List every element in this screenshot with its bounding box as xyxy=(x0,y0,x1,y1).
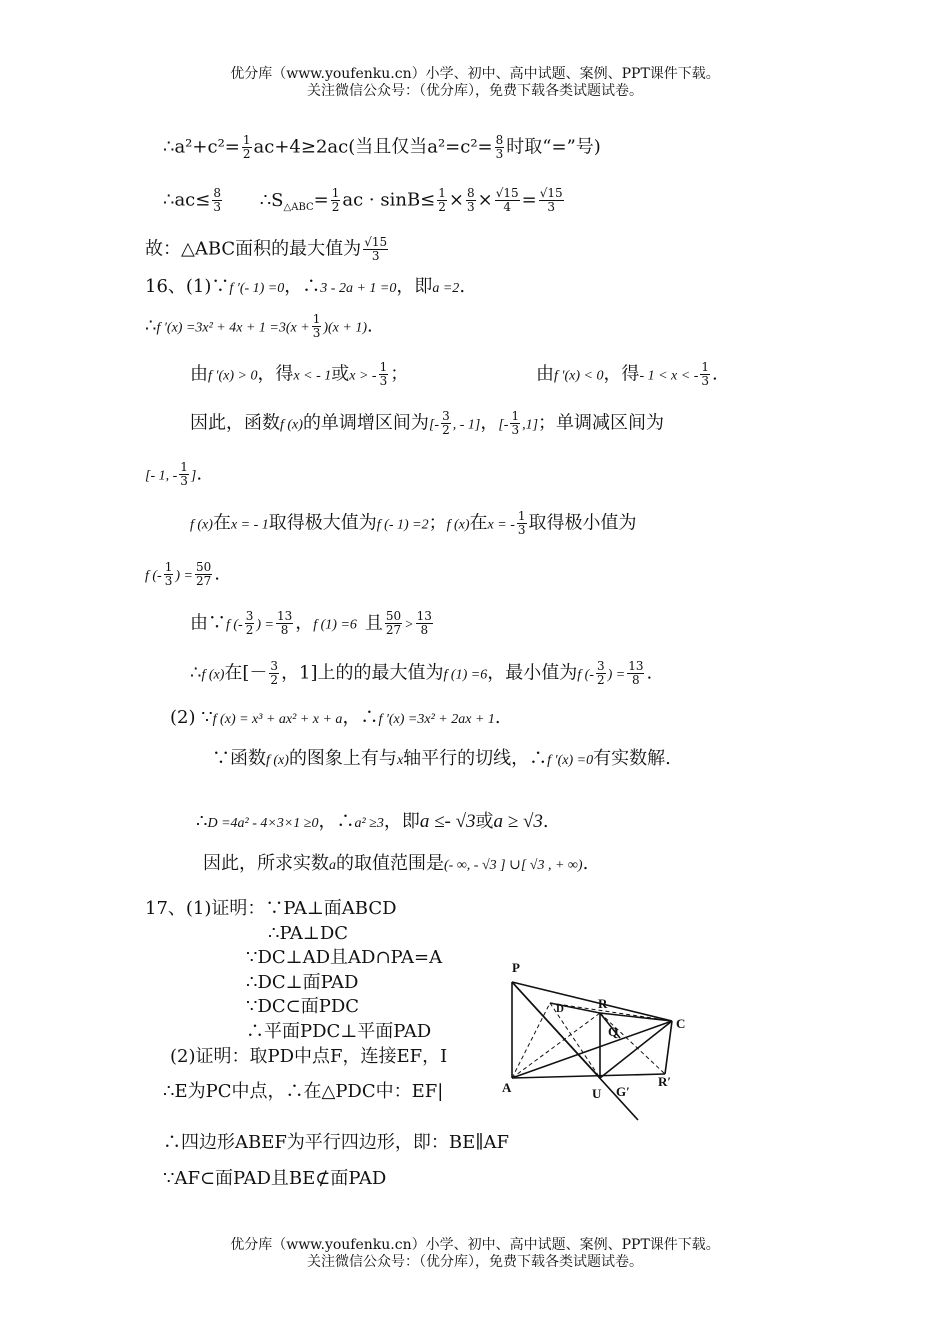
math: f (- 1) =2 xyxy=(376,517,429,533)
line-20: ∴DC⊥面PAD xyxy=(246,972,359,993)
fraction xyxy=(385,610,402,637)
math: ) = xyxy=(256,617,274,633)
fraction xyxy=(212,187,222,214)
math: 3 - 2a + 1 =0 xyxy=(320,281,397,296)
math: x = - 1 xyxy=(230,517,269,533)
math: f (- xyxy=(577,667,594,683)
frac-num: 1 xyxy=(331,186,340,200)
text: ，即 xyxy=(396,276,433,297)
math: x xyxy=(396,753,404,768)
line-15 xyxy=(196,811,549,835)
frac-den: 3 xyxy=(511,423,520,437)
header-line-1: 优分库（www.youfenku.cn）小学、初中、高中试题、案例、PPT课件下载。 xyxy=(230,66,720,82)
fraction xyxy=(179,461,189,488)
frac-den: 3 xyxy=(180,474,188,488)
label-R-prime: R′ xyxy=(658,1074,672,1089)
frac-num: 3 xyxy=(442,409,450,423)
line-24: ∴E为PC中点，∴在△PDC中：EF| xyxy=(163,1081,444,1102)
frac-num: 3 xyxy=(596,659,605,673)
frac-num: 1 xyxy=(511,409,520,423)
fraction xyxy=(517,510,527,537)
frac-den: 2 xyxy=(331,200,340,214)
frac-den: 3 xyxy=(312,326,321,340)
frac-den: 3 xyxy=(213,200,221,214)
math: f (x) xyxy=(280,417,303,433)
math: a xyxy=(329,858,336,873)
text: ；单调减区间为 xyxy=(538,412,665,434)
edge-A-R2 xyxy=(512,1074,665,1078)
page-footer xyxy=(0,1237,950,1271)
fraction xyxy=(416,610,433,637)
math: f ′(- 1) =0 xyxy=(229,281,285,296)
math: (- ∞, - √3 ] ∪[ √3 , + ∞) xyxy=(444,858,583,873)
math: f (x) xyxy=(190,517,213,533)
text: 的单调增区间为 xyxy=(302,412,429,434)
line-22: ∴平面PDC⊥平面PAD xyxy=(246,1021,432,1042)
math: x > - xyxy=(349,368,377,384)
math: ] xyxy=(190,468,197,484)
line-17: 17、(1)证明：∵PA⊥面ABCD xyxy=(145,898,397,919)
math: ,1] xyxy=(522,417,539,433)
text: . xyxy=(646,662,653,684)
label-R: R xyxy=(598,996,608,1011)
text: 轴平行的切线，∴ xyxy=(403,748,548,769)
text: 有实数解. xyxy=(593,748,671,769)
text: ac+4≥2ac(当且仅当a²=c²= xyxy=(253,136,493,158)
math: [- xyxy=(498,417,509,433)
math: f ′(x) > 0 xyxy=(208,368,258,384)
text: ∴a²+c²= xyxy=(163,136,240,158)
text: ∵函数 xyxy=(212,748,266,769)
frac-num: 8 xyxy=(213,186,221,200)
text: ，∴ xyxy=(284,276,321,297)
text: 在 xyxy=(212,512,231,534)
math: , - 1] xyxy=(452,417,481,433)
frac-num: √15 xyxy=(495,186,519,200)
math: ) = xyxy=(175,568,193,584)
line-19: ∵DC⊥AD且AD∩PA=A xyxy=(246,947,443,968)
frac-den: 8 xyxy=(280,623,289,637)
fraction xyxy=(495,134,505,161)
text: . xyxy=(459,276,466,297)
footer-line-2: 关注微信公众号：（优分库），免费下载各类试题试卷。 xyxy=(307,1254,643,1270)
label-G-prime: G′ xyxy=(616,1084,630,1099)
frac-den: 2 xyxy=(438,200,446,214)
frac-num: 1 xyxy=(180,460,188,474)
math: f (x) xyxy=(201,667,225,683)
frac-den: 3 xyxy=(164,574,173,588)
text: × xyxy=(477,189,493,211)
line-2 xyxy=(163,187,566,219)
text: . xyxy=(712,363,718,385)
math: f ′(x) =0 xyxy=(547,753,594,768)
frac-num: 3 xyxy=(245,609,254,623)
text: . xyxy=(366,315,373,337)
fraction xyxy=(312,313,322,340)
frac-den: 3 xyxy=(466,200,475,214)
text: . xyxy=(582,853,589,874)
math: ) = xyxy=(607,667,626,683)
text: 在 xyxy=(469,512,488,534)
fraction xyxy=(242,134,252,161)
frac-num: 1 xyxy=(242,133,251,147)
math: [- 1, - xyxy=(145,468,178,484)
footer-line-1: 优分库（www.youfenku.cn）小学、初中、高中试题、案例、PPT课件下载。 xyxy=(230,1237,720,1253)
line-18: ∴PA⊥DC xyxy=(268,923,349,944)
label-C: C xyxy=(676,1016,686,1031)
frac-num: 8 xyxy=(466,186,475,200)
frac-num: 13 xyxy=(416,609,432,623)
line-13 xyxy=(170,707,501,731)
frac-num: 50 xyxy=(385,609,402,623)
line-9 xyxy=(190,510,637,537)
math: a =2 xyxy=(432,281,460,296)
fraction xyxy=(245,610,255,637)
math: )(x + 1) xyxy=(323,320,367,336)
edge-PC xyxy=(512,982,672,1021)
text: . xyxy=(494,707,501,728)
frac-den: 27 xyxy=(385,623,402,637)
text: ，得 xyxy=(257,363,294,385)
frac-den: 3 xyxy=(371,249,380,263)
text: ∴ xyxy=(196,811,208,832)
frac-den: 8 xyxy=(420,623,429,637)
math: [- xyxy=(428,417,440,433)
frac-den: 2 xyxy=(242,147,251,161)
math: a² ≥3 xyxy=(354,816,384,831)
math: f (x) xyxy=(446,517,470,533)
fraction xyxy=(437,187,447,214)
math: - 1 < x < - xyxy=(639,368,699,384)
text: 或 xyxy=(475,811,494,832)
text: ，1]上的的最大值为 xyxy=(281,662,444,684)
text: ∴S xyxy=(259,189,284,211)
text: 由 xyxy=(190,363,208,385)
text: 16、(1)∵ xyxy=(145,276,230,297)
math: D =4a² - 4×3×1 ≥0 xyxy=(207,816,319,831)
line-23: (2)证明：取PD中点F，连接EF，I xyxy=(170,1046,448,1067)
frac-den: 3 xyxy=(495,147,504,161)
frac-num: 8 xyxy=(495,133,504,147)
frac-num: √15 xyxy=(364,235,388,249)
frac-num: 1 xyxy=(438,186,446,200)
frac-den: 2 xyxy=(442,423,450,437)
frac-num: 50 xyxy=(195,560,212,574)
fraction xyxy=(195,561,212,588)
frac-num: 1 xyxy=(379,360,388,374)
text: ； xyxy=(390,363,409,385)
text: ，即 xyxy=(383,811,420,832)
frac-den: 4 xyxy=(503,200,511,214)
fraction xyxy=(466,187,476,214)
label-D: D xyxy=(556,1003,564,1015)
frac-num: 1 xyxy=(164,560,173,574)
line-10 xyxy=(145,561,220,588)
frac-num: 3 xyxy=(270,659,279,673)
line-14 xyxy=(212,748,671,772)
text: ，得 xyxy=(603,363,640,385)
line-5 xyxy=(145,313,373,340)
frac-den: 3 xyxy=(547,200,556,214)
line-16 xyxy=(203,853,588,877)
text: ，∴ xyxy=(342,707,379,728)
text: 在[－ xyxy=(224,662,268,684)
page-header xyxy=(0,66,950,100)
fraction xyxy=(700,361,710,388)
frac-num: 13 xyxy=(628,659,644,673)
frac-den: 3 xyxy=(379,374,388,388)
dash-A-R xyxy=(512,1013,600,1078)
text: . xyxy=(214,563,220,585)
frac-den: 2 xyxy=(596,673,605,687)
fraction xyxy=(539,187,564,214)
math: > xyxy=(404,617,414,633)
label-U: U xyxy=(592,1086,602,1101)
text: 取得极小值为 xyxy=(528,512,637,534)
math: f ′(x) =3x² + 2ax + 1 xyxy=(378,712,495,727)
fraction xyxy=(164,561,174,588)
fraction xyxy=(627,660,644,687)
text: ， xyxy=(480,412,499,434)
math: f ′(x) =3x² + 4x + 1 =3(x + xyxy=(156,320,310,336)
text: 或 xyxy=(331,363,350,385)
text: 因此，所求实数 xyxy=(203,853,329,874)
frac-num: 13 xyxy=(276,609,293,623)
text: . xyxy=(196,463,203,485)
math: f (1) =6 xyxy=(313,617,357,633)
text: 由∵ xyxy=(190,612,226,634)
line-6b xyxy=(536,361,718,388)
label-P: P xyxy=(512,960,520,975)
frac-num: 1 xyxy=(312,312,321,326)
line-12 xyxy=(190,660,652,687)
fraction xyxy=(276,610,293,637)
text: = xyxy=(521,189,537,211)
math: f ′(x) < 0 xyxy=(554,368,604,384)
math: f (- xyxy=(145,568,162,584)
line-21: ∵DC⊂面PDC xyxy=(246,996,360,1017)
fraction xyxy=(510,410,520,437)
text: 取得极大值为 xyxy=(268,512,377,534)
line-4 xyxy=(145,276,465,300)
line-6 xyxy=(190,361,408,388)
line-11 xyxy=(190,610,435,637)
math: a ≤- √3 xyxy=(419,811,476,832)
fraction xyxy=(269,660,279,687)
frac-den: 2 xyxy=(245,623,254,637)
fraction xyxy=(379,361,389,388)
text: 的取值范围是 xyxy=(336,853,444,874)
frac-num: 1 xyxy=(517,509,526,523)
frac-den: 3 xyxy=(517,523,526,537)
fraction xyxy=(495,187,520,214)
line-7 xyxy=(190,410,664,437)
text: = xyxy=(313,189,329,211)
text: 时取“=”号) xyxy=(506,136,601,158)
math: x < - 1 xyxy=(293,368,332,384)
text: ， xyxy=(295,612,314,634)
text: ，最小值为 xyxy=(487,662,578,684)
text: 因此，函数 xyxy=(190,412,280,434)
text: 的图象上有与 xyxy=(288,748,397,769)
line-3 xyxy=(145,236,390,263)
fraction xyxy=(596,660,606,687)
fraction xyxy=(331,187,341,214)
frac-den: 2 xyxy=(270,673,279,687)
text: ∴ xyxy=(145,315,157,337)
frac-num: 1 xyxy=(701,360,710,374)
label-Q: Q xyxy=(608,1024,619,1039)
math: x = - xyxy=(487,517,515,533)
subscript: △ABC xyxy=(283,202,314,214)
text: ； xyxy=(428,512,447,534)
header-line-2: 关注微信公众号：（优分库），免费下载各类试题试卷。 xyxy=(307,83,643,99)
line-26: ∵AF⊂面PAD且BE⊄面PAD xyxy=(163,1168,387,1189)
text: . xyxy=(542,811,549,832)
math: a ≥ √3 xyxy=(493,811,543,832)
math: f (x) xyxy=(266,753,289,768)
text: (2) ∵ xyxy=(170,707,213,728)
frac-den: 27 xyxy=(195,574,212,588)
text: 由 xyxy=(536,363,554,385)
label-A: A xyxy=(502,1080,512,1095)
text: ∴ac≤ xyxy=(163,189,211,211)
math: f (1) =6 xyxy=(443,667,488,683)
geometry-figure xyxy=(500,958,700,1128)
math: f (- xyxy=(226,617,243,633)
frac-num: √15 xyxy=(539,186,563,200)
fraction xyxy=(363,236,388,263)
fraction xyxy=(441,410,451,437)
text: ，∴ xyxy=(318,811,355,832)
line-25: ∴四边形ABEF为平行四边形，即：BE∥AF xyxy=(163,1132,510,1153)
math: f (x) = x³ + ax² + x + a xyxy=(212,712,343,727)
line-8 xyxy=(145,461,202,488)
text: × xyxy=(448,189,464,211)
text: ∴ xyxy=(190,662,202,684)
text: 且 xyxy=(364,612,383,634)
frac-den: 3 xyxy=(701,374,710,388)
frac-den: 8 xyxy=(632,673,640,687)
text: 故：△ABC面积的最大值为 xyxy=(145,238,362,260)
text: ac · sinB≤ xyxy=(342,189,436,211)
edge-R2-C xyxy=(665,1021,672,1074)
edge-P-U xyxy=(512,982,600,1078)
line-1 xyxy=(163,134,601,161)
